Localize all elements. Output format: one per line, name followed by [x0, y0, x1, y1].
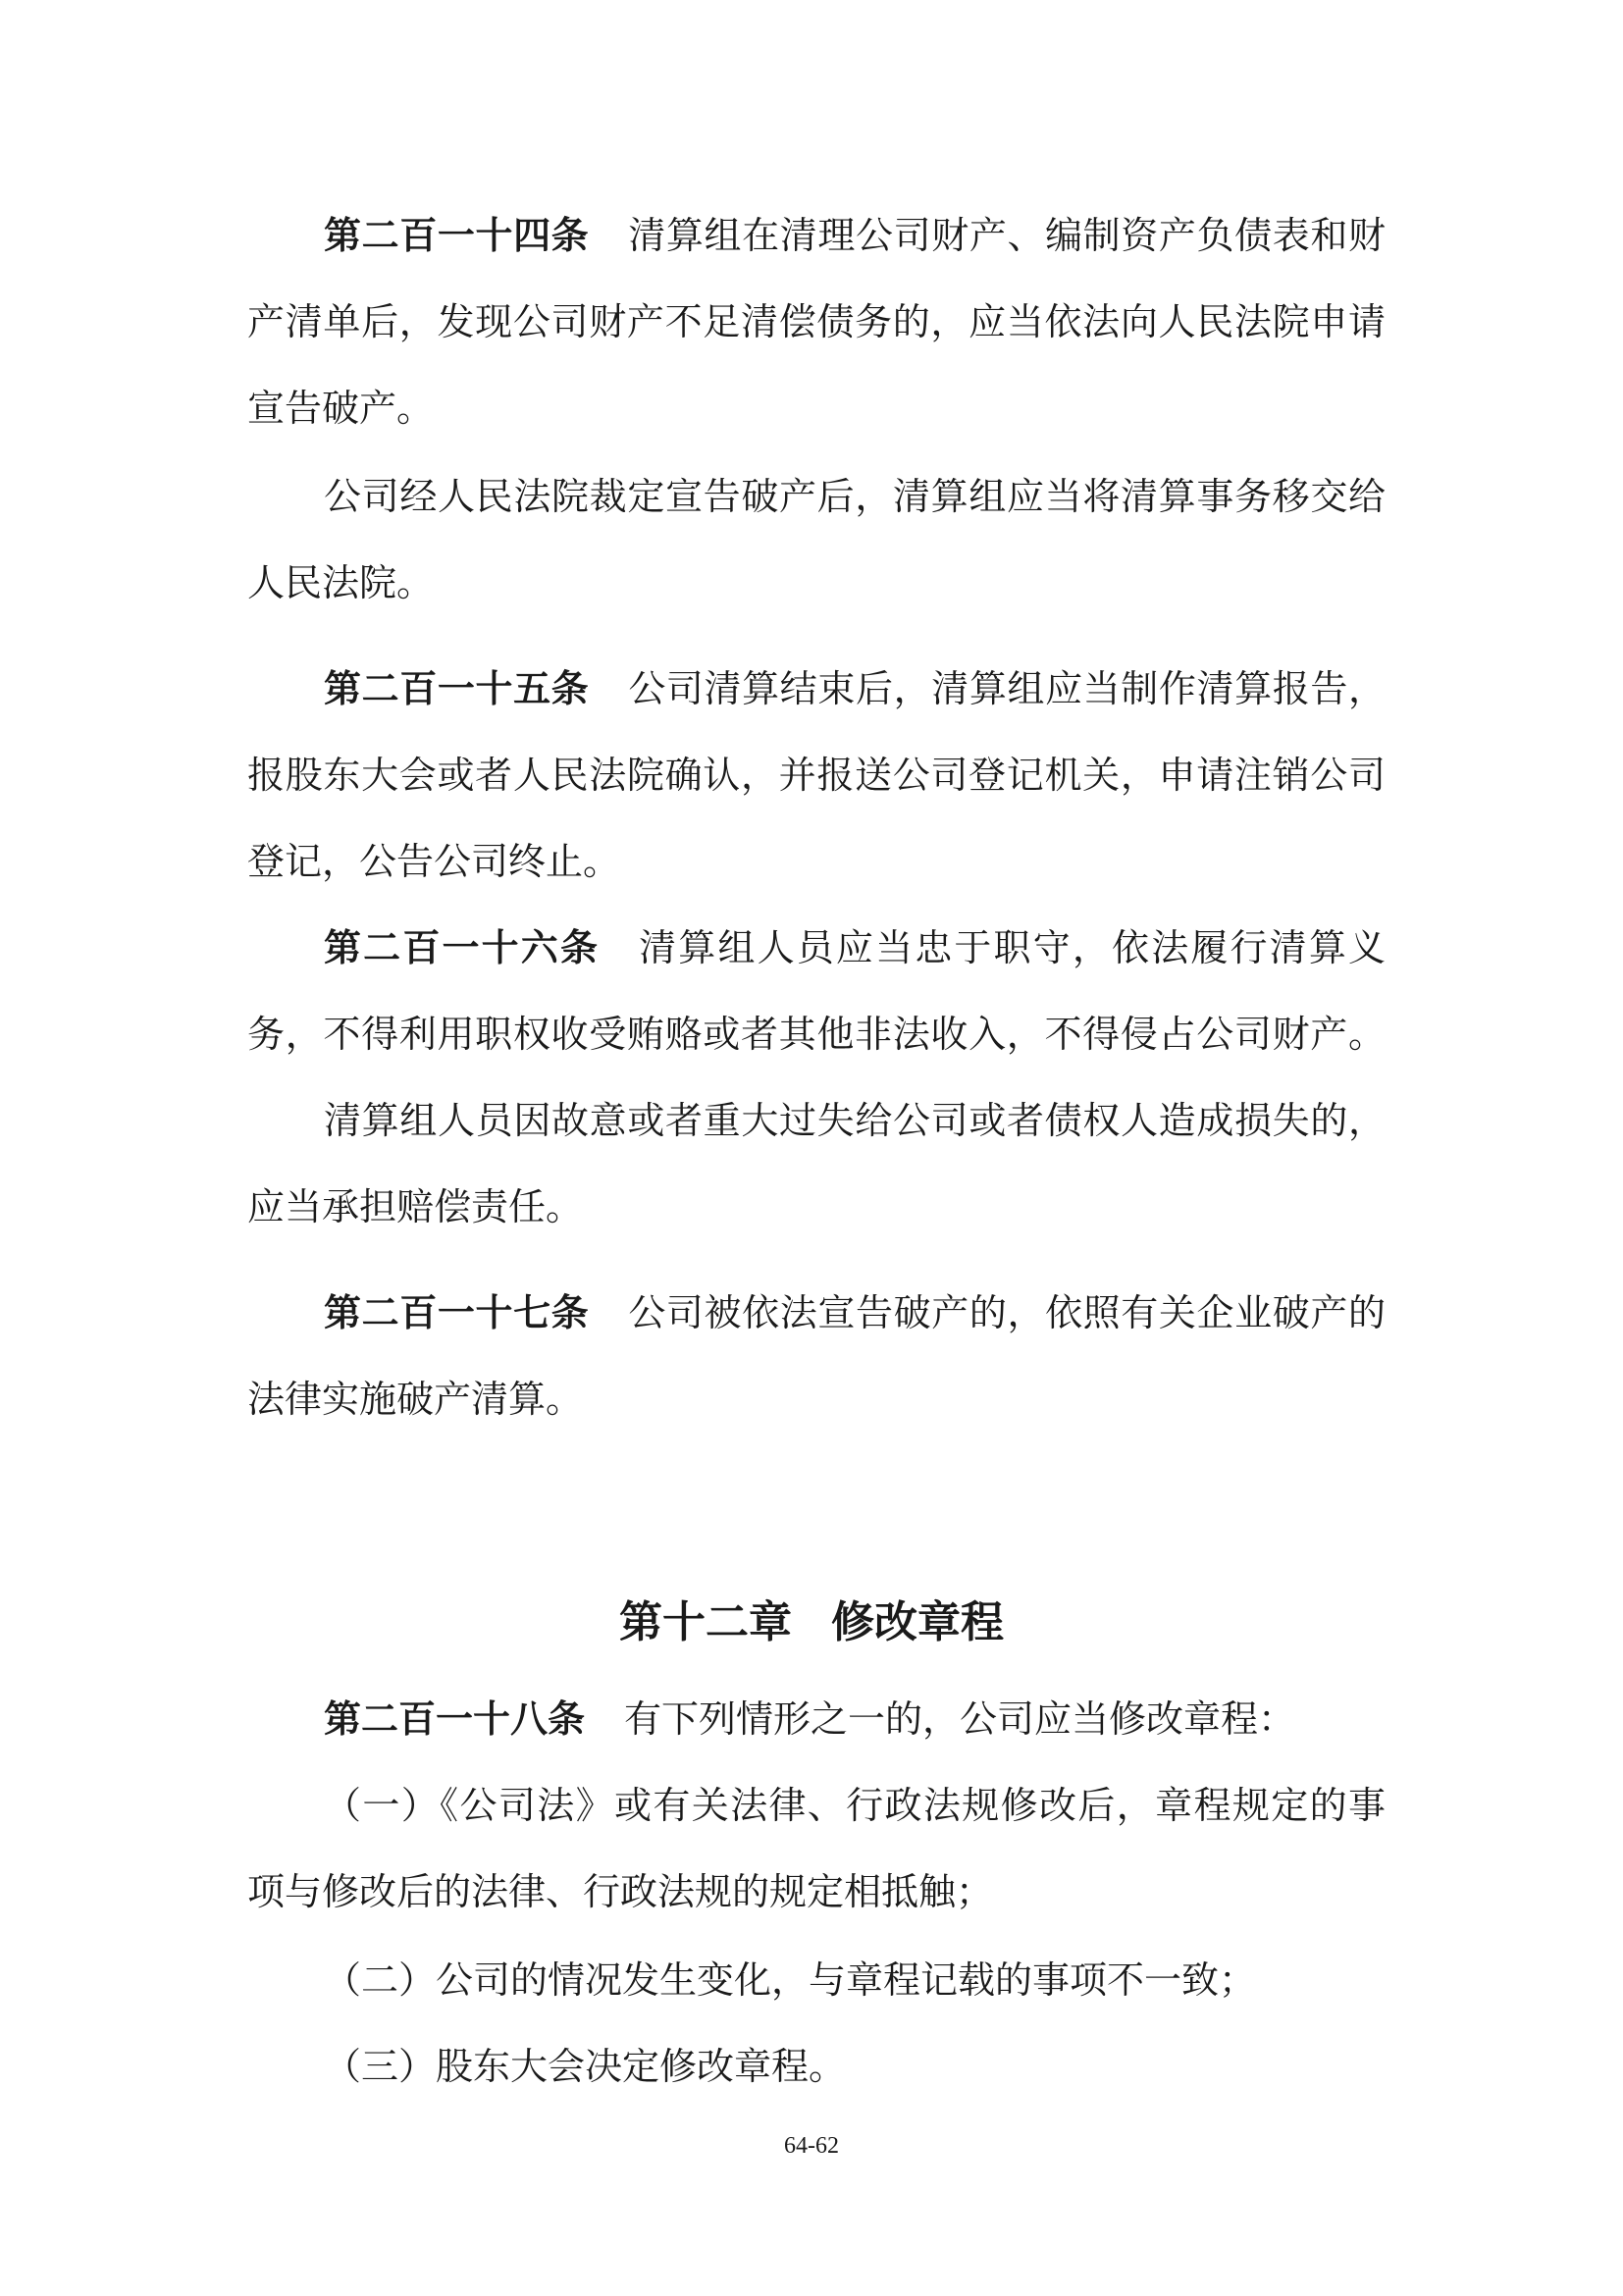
- article-214-text-1: 清算组在清理公司财产、编制资产负债表和财: [628, 214, 1386, 257]
- article-215-line-2: 报股东大会或者人民法院确认，并报送公司登记机关，申请注销公司: [247, 754, 1386, 797]
- article-218-item-3: （三）股东大会决定修改章程。: [324, 2045, 847, 2088]
- article-214-line-2: 产清单后，发现公司财产不足清偿债务的，应当依法向人民法院申请: [247, 300, 1386, 343]
- chapter-number: 第十二章: [619, 1597, 792, 1647]
- article-216-line-2: 务，不得利用职权收受贿赂或者其他非法收入，不得侵占公司财产。: [247, 1013, 1386, 1056]
- article-218-item-1-line-2: 项与修改后的法律、行政法规的规定相抵触；: [247, 1870, 994, 1913]
- chapter-title: 修改章程: [831, 1597, 1004, 1647]
- article-218-intro: 有下列情形之一的，公司应当修改章程：: [624, 1697, 1296, 1741]
- article-216-text-1: 清算组人员应当忠于职守，依法履行清算义: [639, 926, 1386, 969]
- page-number: 64-62: [784, 2133, 839, 2159]
- article-215-text-1: 公司清算结束后，清算组应当制作清算报告，: [628, 667, 1386, 710]
- article-217-line-2: 法律实施破产清算。: [247, 1378, 584, 1421]
- article-217-text-1: 公司被依法宣告破产的，依照有关企业破产的: [628, 1291, 1386, 1334]
- article-217-number: 第二百一十七条: [324, 1291, 590, 1334]
- article-214-line-3: 宣告破产。: [247, 387, 435, 430]
- article-214-line-1: [324, 208, 1386, 263]
- article-217-line-1: [324, 1285, 1386, 1340]
- article-214-para-2-line-1: 公司经人民法院裁定宣告破产后，清算组应当将清算事务移交给: [324, 475, 1386, 518]
- article-218-item-2: （二）公司的情况发生变化，与章程记载的事项不一致；: [324, 1958, 1257, 2002]
- article-215-line-3: 登记，公告公司终止。: [247, 840, 621, 883]
- article-218-item-1-line-1: （一）《公司法》或有关法律、行政法规修改后，章程规定的事: [324, 1784, 1386, 1827]
- article-214-para-2-line-2: 人民法院。: [247, 561, 435, 604]
- chapter-heading: [0, 1593, 1623, 1652]
- article-218-number: 第二百一十八条: [324, 1697, 586, 1741]
- article-216-line-1: [324, 920, 1386, 975]
- article-216-number: 第二百一十六条: [324, 926, 601, 969]
- article-216-para-2-line-2: 应当承担赔偿责任。: [247, 1185, 584, 1228]
- article-214-number: 第二百一十四条: [324, 214, 590, 257]
- article-218-line-1: [324, 1692, 1386, 1747]
- article-216-para-2-line-1: 清算组人员因故意或者重大过失给公司或者债权人造成损失的，: [324, 1099, 1386, 1142]
- article-215-number: 第二百一十五条: [324, 667, 590, 710]
- article-215-line-1: [324, 661, 1386, 716]
